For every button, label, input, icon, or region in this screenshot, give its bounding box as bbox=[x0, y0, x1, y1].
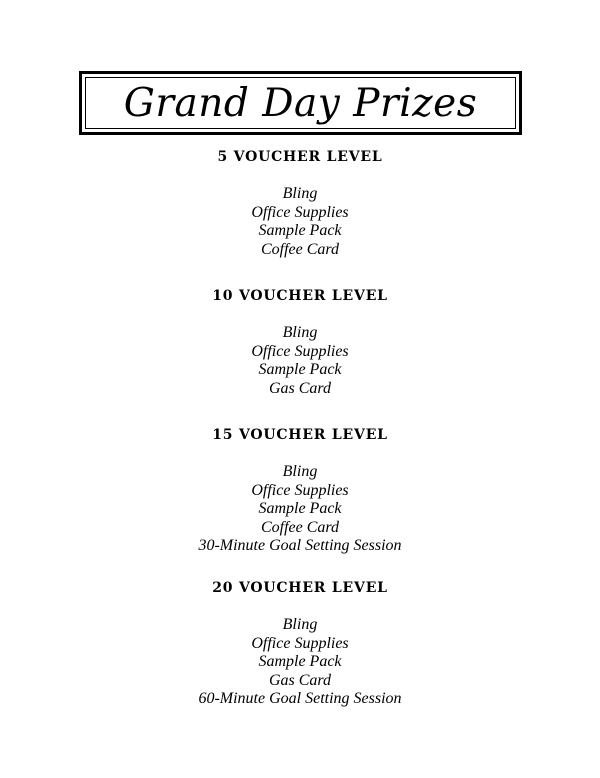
prize-item: Sample Pack bbox=[258, 653, 342, 670]
prize-item: 30-Minute Goal Setting Session bbox=[198, 537, 402, 554]
prize-item: Office Supplies bbox=[251, 203, 349, 221]
prize-list bbox=[0, 324, 600, 398]
prize-item: Sample Pack bbox=[258, 361, 342, 378]
prize-item: Office Supplies bbox=[251, 634, 349, 652]
level-heading: 15 VOUCHER LEVEL bbox=[212, 427, 388, 443]
page-title: Grand Day Prizes bbox=[123, 80, 478, 126]
prize-item: Bling bbox=[282, 463, 318, 480]
prize-item: Office Supplies bbox=[251, 342, 349, 360]
level-heading: 20 VOUCHER LEVEL bbox=[212, 580, 388, 596]
voucher-level-section bbox=[0, 579, 600, 709]
prize-list bbox=[0, 463, 600, 556]
prize-item: 60-Minute Goal Setting Session bbox=[198, 690, 402, 707]
voucher-level-section bbox=[0, 426, 600, 556]
prize-item: Gas Card bbox=[268, 671, 332, 689]
prize-item: Bling bbox=[282, 324, 318, 341]
prize-item: Office Supplies bbox=[251, 481, 349, 499]
prize-item: Gas Card bbox=[268, 379, 332, 397]
prize-list bbox=[0, 616, 600, 709]
level-heading: 5 VOUCHER LEVEL bbox=[217, 149, 383, 165]
prize-item: Bling bbox=[282, 616, 318, 633]
title-inner-frame bbox=[85, 77, 516, 129]
title-frame bbox=[79, 71, 522, 135]
prize-item: Bling bbox=[282, 185, 318, 202]
prize-list bbox=[0, 185, 600, 259]
voucher-level-section bbox=[0, 148, 600, 259]
level-heading: 10 VOUCHER LEVEL bbox=[212, 288, 388, 304]
prize-item: Sample Pack bbox=[258, 222, 342, 239]
prize-item: Coffee Card bbox=[260, 240, 340, 258]
prize-item: Sample Pack bbox=[258, 500, 342, 517]
prize-item: Coffee Card bbox=[260, 518, 340, 536]
voucher-level-section bbox=[0, 287, 600, 398]
